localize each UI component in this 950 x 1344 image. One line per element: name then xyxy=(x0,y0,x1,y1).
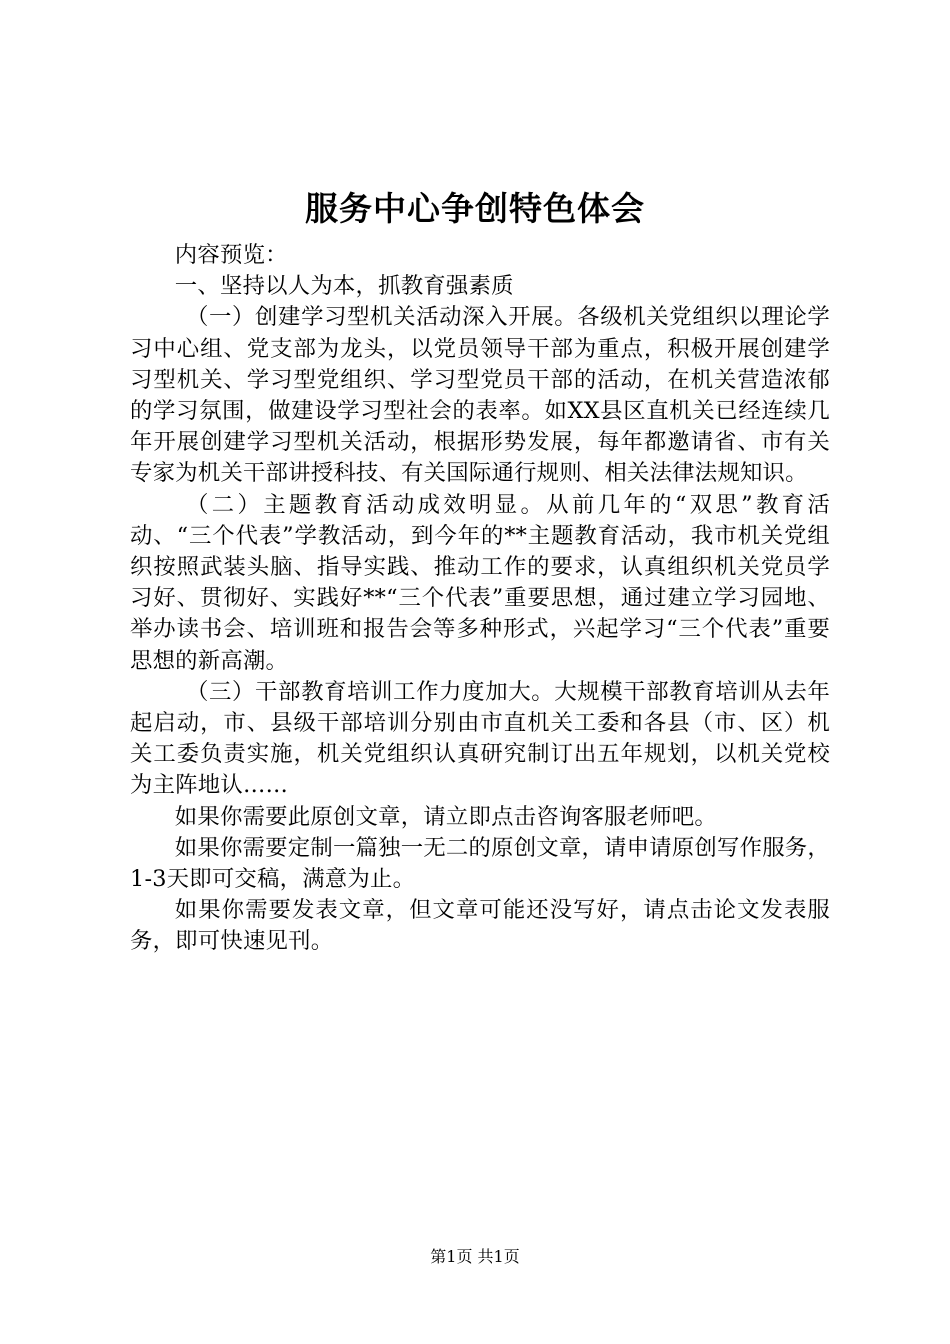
promo-paragraph: 如果你需要定制一篇独一无二的原创文章，请申请原创写作服务，1-3天即可交稿，满意为止。 xyxy=(130,834,830,893)
body-paragraph: （三）干部教育培训工作力度加大。大规模干部教育培训从去年起启动，市、县级干部培训分别由市直机关工委和各县（市、区）机关工委负责实施，机关党组织认真研究制订出五年规划，以机关党校为主阵地认…… xyxy=(130,678,830,799)
preview-label: 内容预览： xyxy=(174,242,288,268)
promo-paragraph: 如果你需要此原创文章，请立即点击咨询客服老师吧。 xyxy=(174,803,717,830)
document-title: 服务中心争创特色体会 xyxy=(305,189,645,228)
body-paragraph: （一）创建学习型机关活动深入开展。各级机关党组织以理论学习中心组、党支部为龙头，以党员领导干部为重点，积极开展创建学习型机关、学习型党组织、学习型党员干部的活动，在机关营造浓郁的学习氛围，做建设学习型社会的表率。如XX县区直机关已经连续几年开展创建学习型机关活动，根据形势发展，每年都邀请省、市有关专家为机关干部讲授科技、有关国际通行规则、相关法律法规知识。 xyxy=(130,304,830,487)
document-body xyxy=(130,240,830,958)
section-heading: 一、坚持以人为本，抓教育强素质 xyxy=(174,273,514,300)
body-paragraph: （二）主题教育活动成效明显。从前几年的“双思”教育活动、“三个代表”学教活动，到今年的**主题教育活动，我市机关党组织按照武装头脑、指导实践、推动工作的要求，认真组织机关党员学习好、贯彻好、实践好**“三个代表”重要思想，通过建立学习园地、举办读书会、培训班和报告会等多种形式，兴起学习“三个代表”重要思想的新高潮。 xyxy=(130,491,830,674)
page-number: 第1页 共1页 xyxy=(430,1247,520,1266)
promo-paragraph: 如果你需要发表文章，但文章可能还没写好，请点击论文发表服务，即可快速见刊。 xyxy=(130,897,830,955)
